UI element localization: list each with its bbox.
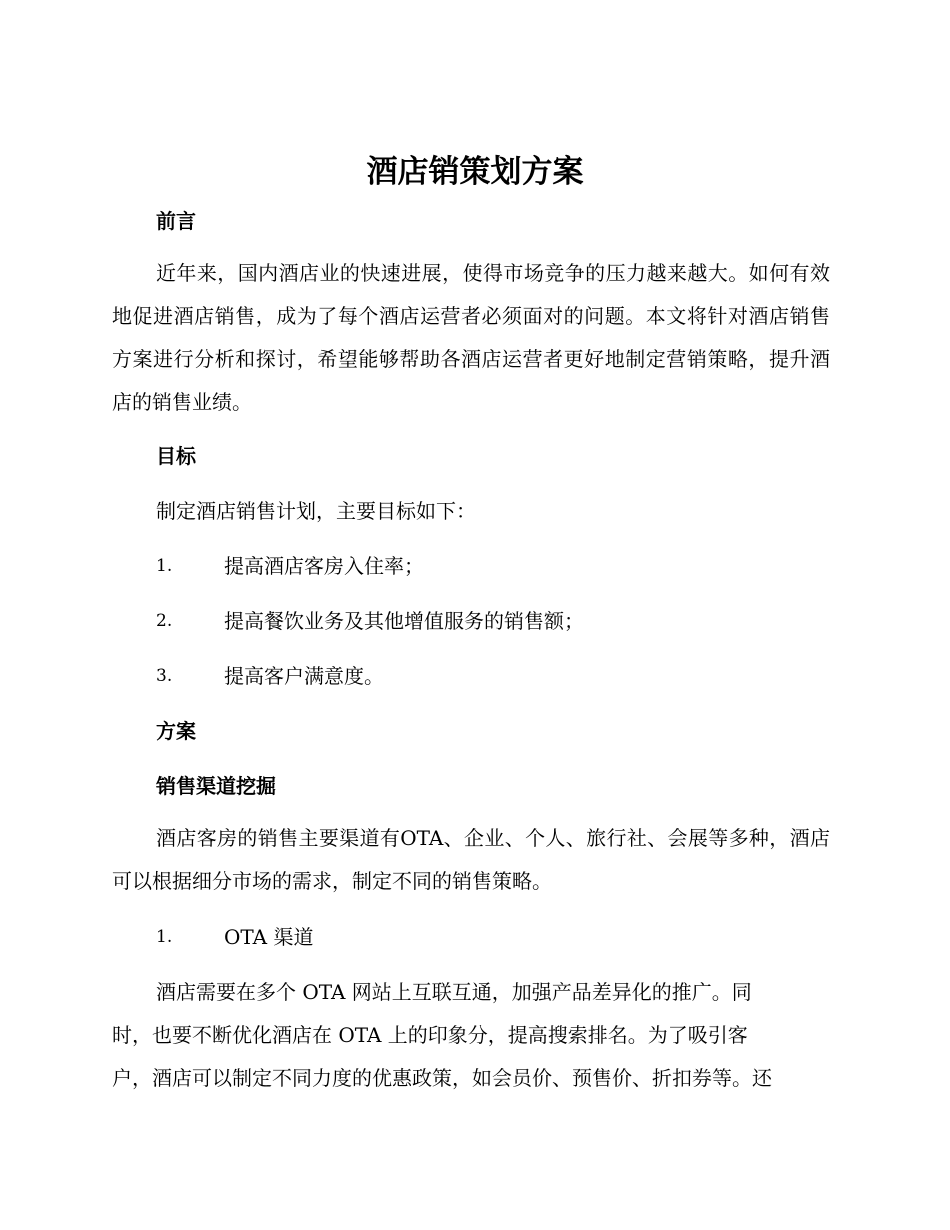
- goals-item-1-number: 1.: [156, 556, 173, 576]
- ota-paragraph-line-2: 时，也要不断优化酒店在 OTA 上的印象分，提高搜索排名。为了吸引客: [112, 1023, 748, 1047]
- subheading-sales-channels: 销售渠道挖掘: [156, 774, 276, 798]
- preface-paragraph: 近年来，国内酒店业的快速进展，使得市场竞争的压力越来越大。如何有效地促进酒店销售，成为了每个酒店运营者必须面对的问题。本文将针对酒店销售方案进行分析和探讨，希望能够帮助各酒店运营者更好地制定营销策略，提升酒店的销售业绩。: [112, 261, 830, 414]
- section-heading-plan: 方案: [156, 719, 196, 743]
- document-title: 酒店销策划方案: [366, 154, 584, 190]
- goals-item-3-text: 提高客户满意度。: [224, 664, 384, 688]
- section-heading-goals: 目标: [156, 444, 196, 468]
- goals-item-2-text: 提高餐饮业务及其他增值服务的销售额；: [224, 609, 584, 633]
- section-heading-preface: 前言: [156, 209, 196, 233]
- sales-channels-paragraph: 酒店客房的销售主要渠道有OTA、企业、个人、旅行社、会展等多种，酒店可以根据细分市场的需求，制定不同的销售策略。: [112, 826, 830, 893]
- ota-paragraph-line-3: 户，酒店可以制定不同力度的优惠政策，如会员价、预售价、折扣券等。还: [112, 1066, 772, 1090]
- plan-item-1-text: OTA 渠道: [224, 925, 314, 949]
- ota-paragraph-line-1: 酒店需要在多个 OTA 网站上互联互通，加强产品差异化的推广。同: [156, 980, 752, 1004]
- goals-intro: 制定酒店销售计划，主要目标如下：: [156, 499, 476, 523]
- goals-item-1-text: 提高酒店客房入住率；: [224, 554, 424, 578]
- goals-item-3-number: 3.: [156, 666, 173, 686]
- plan-item-1-number: 1.: [156, 927, 173, 947]
- goals-item-2-number: 2.: [156, 611, 173, 631]
